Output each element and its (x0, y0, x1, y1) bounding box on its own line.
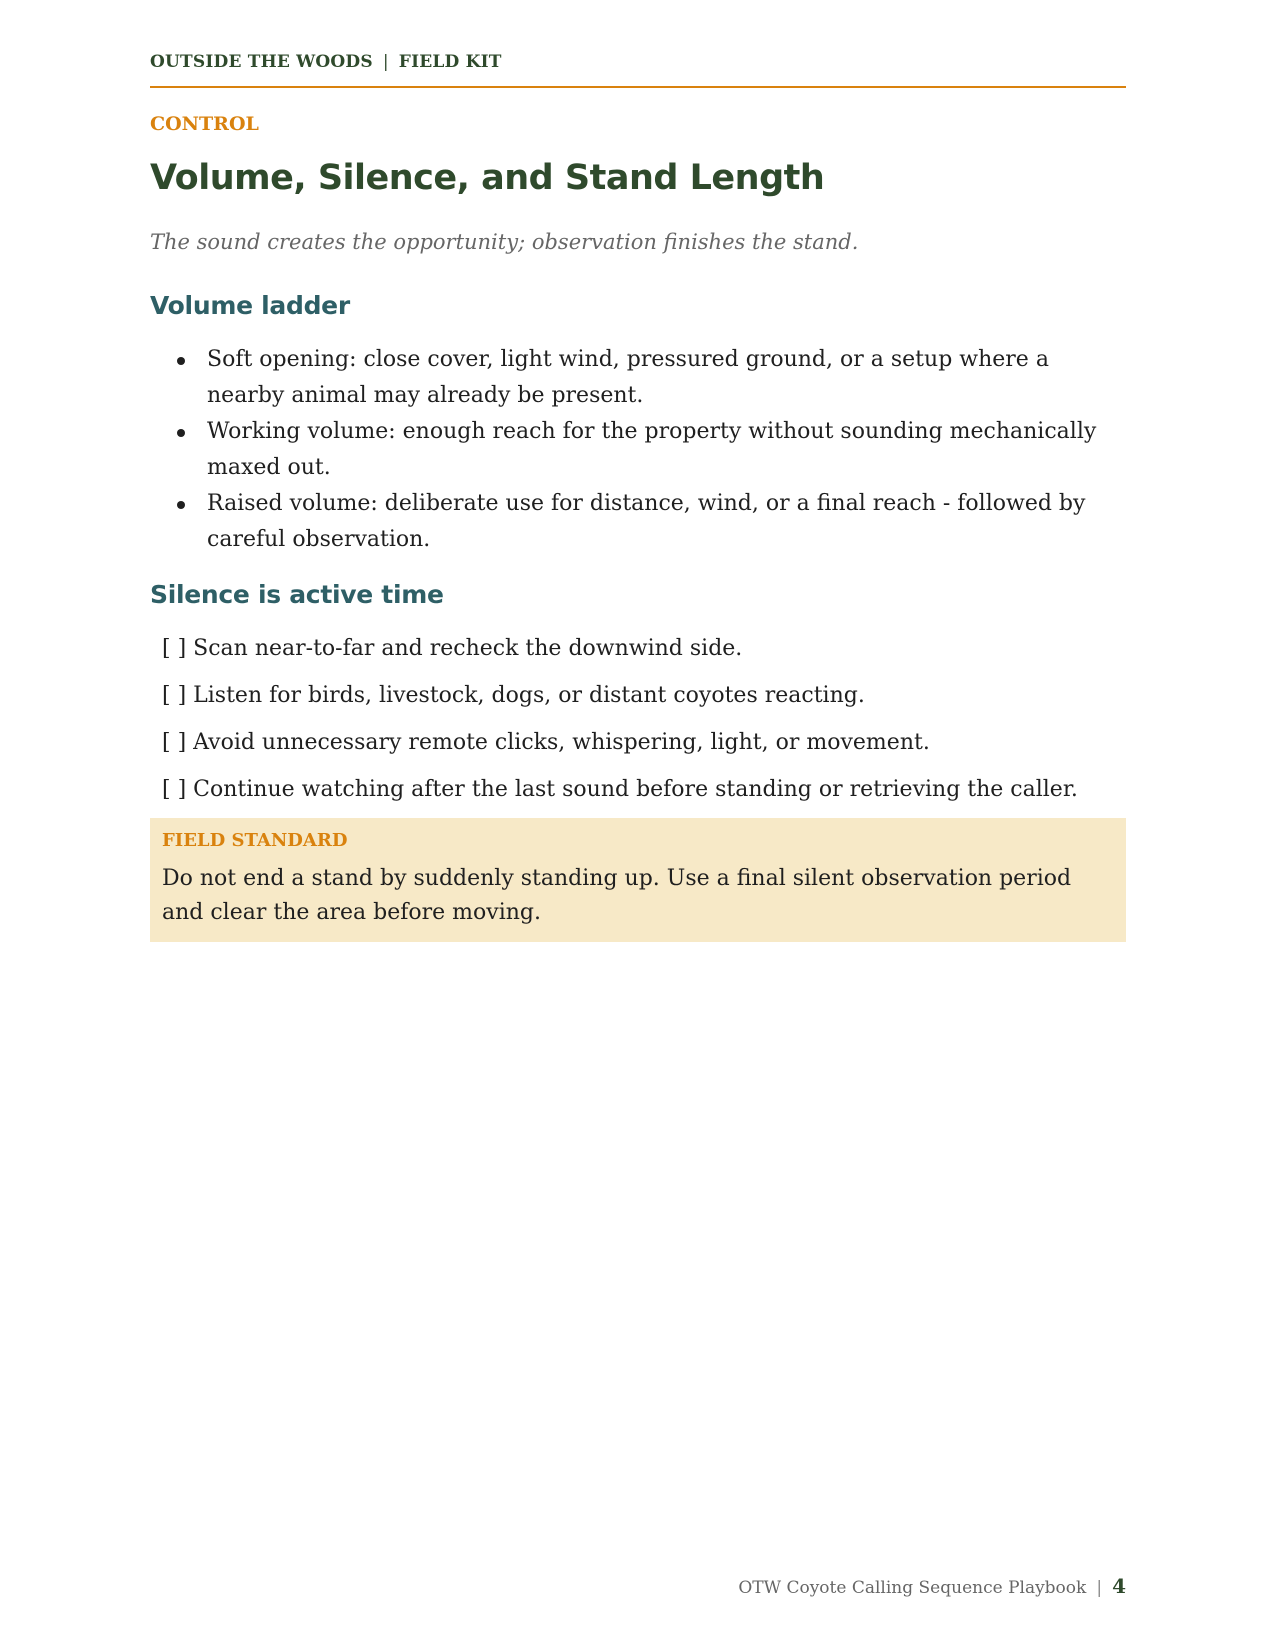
list-item (150, 486, 1126, 558)
silence-heading: Silence is active time (150, 580, 444, 609)
callout-body: Do not end a stand by suddenly standing up. Use a final silent observation period and clear the area before moving. (162, 866, 1072, 925)
section-kicker: CONTROL (150, 113, 259, 135)
header-section: FIELD KIT (398, 52, 502, 72)
bullet-icon (177, 429, 185, 437)
list-item-text: Soft opening: close cover, light wind, pressured ground, or a setup where a nearby animal may already be present. (207, 347, 1049, 408)
list-item-text: Working volume: enough reach for the property without sounding mechanically maxed out. (207, 419, 1097, 480)
field-standard-callout (150, 818, 1126, 942)
callout-label: FIELD STANDARD (162, 830, 348, 851)
volume-ladder-heading: Volume ladder (150, 291, 350, 320)
footer-separator: | (1096, 1578, 1103, 1598)
page-footer (738, 1574, 1126, 1598)
list-item (150, 342, 1126, 414)
page-subtitle: The sound creates the opportunity; observation finishes the stand. (150, 230, 859, 254)
page-number: 4 (1112, 1574, 1126, 1598)
bullet-icon (177, 357, 185, 365)
bullet-icon (177, 501, 185, 509)
header-brand: OUTSIDE THE WOODS (150, 52, 373, 72)
checklist-item: [ ] Avoid unnecessary remote clicks, whispering, light, or movement. (162, 730, 930, 755)
list-item-text: Raised volume: deliberate use for distance, wind, or a final reach - followed by careful observation. (207, 491, 1086, 552)
list-item (150, 414, 1126, 486)
running-header (150, 52, 1126, 72)
checklist-item: [ ] Continue watching after the last sound before standing or retrieving the caller. (162, 777, 1078, 802)
page-title: Volume, Silence, and Stand Length (150, 158, 825, 198)
checklist-item: [ ] Scan near-to-far and recheck the downwind side. (162, 636, 743, 661)
checklist-item: [ ] Listen for birds, livestock, dogs, or distant coyotes reacting. (162, 683, 865, 708)
silence-checklist (162, 634, 1126, 822)
header-rule (150, 86, 1126, 88)
footer-doc-title: OTW Coyote Calling Sequence Playbook (738, 1578, 1087, 1598)
header-separator: | (382, 52, 389, 72)
volume-ladder-list (150, 342, 1126, 558)
